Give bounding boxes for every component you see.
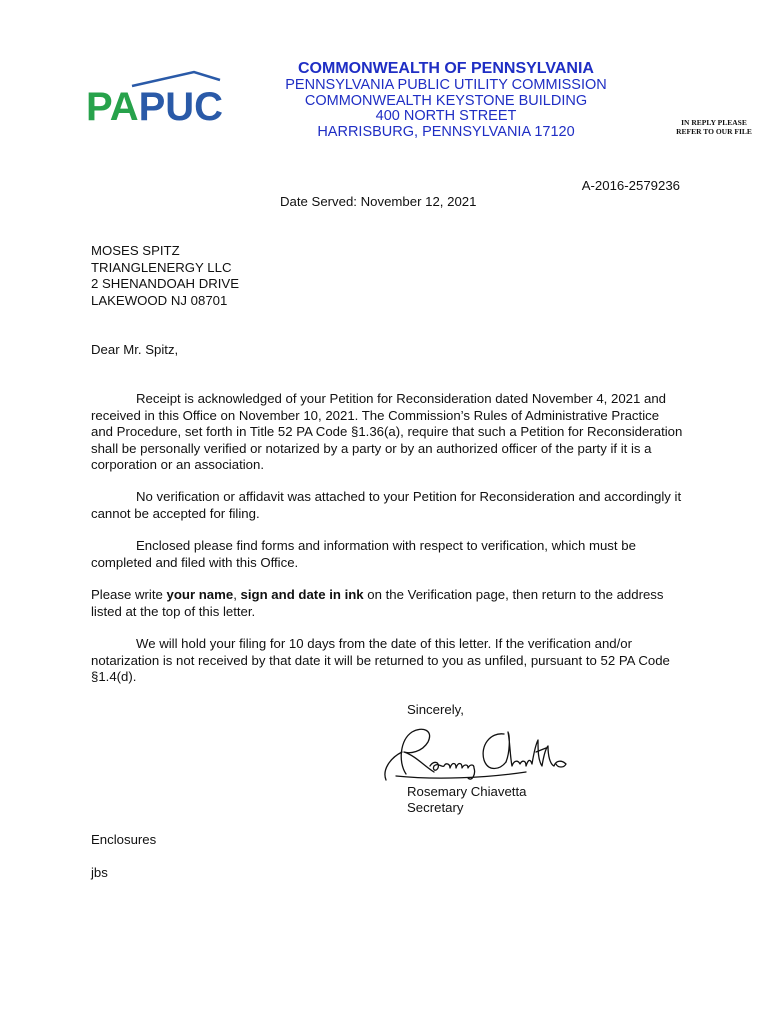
file-number: A-2016-2579236: [581, 178, 680, 193]
instructions-your-name: your name: [166, 587, 234, 602]
letterhead-title: COMMONWEALTH OF PENNSYLVANIA: [298, 60, 594, 77]
recipient-name: MOSES SPITZ: [91, 243, 180, 258]
letterhead-building: COMMONWEALTH KEYSTONE BUILDING: [304, 93, 588, 109]
instructions-text-c: ,: [233, 587, 241, 602]
letterhead-street: 400 NORTH STREET: [375, 108, 517, 124]
instructions-text-e: on the Verification page, then return to the address listed at the top of this letter.: [91, 587, 664, 619]
typist-initials: jbs: [91, 865, 108, 880]
paragraph-enclosed: Enclosed please find forms and information with respect to verification, which must be completed and filed with this Office.: [91, 538, 636, 570]
paragraph-receipt: Receipt is acknowledged of your Petition for Reconsideration dated November 4, 2021 and received in this Office on November 10, 2021. The Commission’s Rules of Administrative Practice and Procedure, set forth in Title 52 PA Code §1.36(a), require that such a Petition for Reconsideration shall be personally verified or notarized by a party or by an authorized officer of the party if it is a corporation or an association.: [91, 391, 683, 472]
recipient-city: LAKEWOOD NJ 08701: [91, 293, 228, 308]
instructions-text-a: Please write: [91, 587, 167, 602]
recipient-street: 2 SHENANDOAH DRIVE: [91, 276, 240, 291]
closing: Sincerely,: [407, 702, 464, 717]
recipient-company: TRIANGLENERGY LLC: [91, 260, 232, 275]
reply-note-line-2: REFER TO OUR FILE: [676, 127, 752, 136]
date-served: Date Served: November 12, 2021: [280, 194, 477, 209]
handwritten-signature: [376, 722, 576, 790]
letterhead-agency: PENNSYLVANIA PUBLIC UTILITY COMMISSION: [285, 77, 607, 93]
salutation: Dear Mr. Spitz,: [91, 342, 179, 357]
papuc-logo: [86, 70, 224, 126]
svg-text:PAPUC: PAPUC: [86, 85, 224, 126]
letterhead-city: HARRISBURG, PENNSYLVANIA 17120: [317, 124, 575, 140]
signer-title: Secretary: [407, 800, 464, 815]
instructions-sign-date: sign and date in ink: [240, 587, 364, 602]
enclosures-label: Enclosures: [91, 832, 157, 847]
reply-note-line-1: IN REPLY PLEASE: [681, 118, 747, 127]
paragraph-hold-filing: We will hold your filing for 10 days from the date of this letter. If the verification and/or notarization is not received by that date it will be returned to you as unfiled, pursuant to 52 PA Code §1.4(d).: [91, 636, 670, 684]
paragraph-no-verification: No verification or affidavit was attached to your Petition for Reconsideration and accordingly it cannot be accepted for filing.: [91, 489, 682, 521]
paragraph-instructions: [91, 587, 683, 620]
signer-name: Rosemary Chiavetta: [407, 784, 527, 799]
